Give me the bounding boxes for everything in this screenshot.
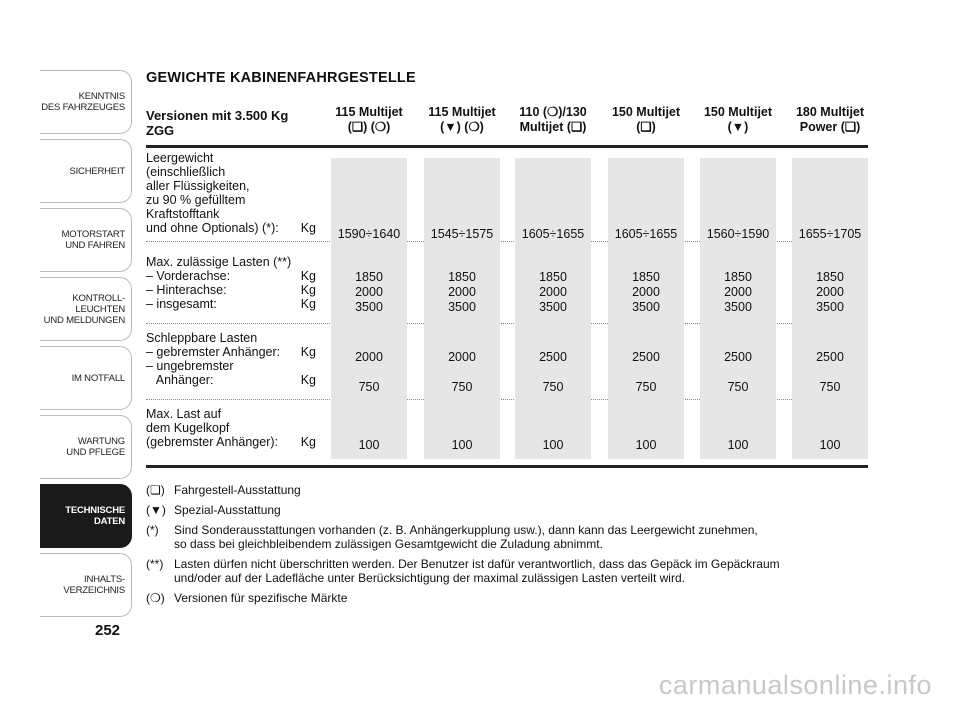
row-label-unit: Kg <box>300 221 316 235</box>
row-label-text: Schleppbare Lasten <box>146 331 258 345</box>
row-label-line <box>146 179 316 193</box>
row-label-line <box>146 207 316 221</box>
row-label-line <box>146 283 316 297</box>
chapter-tab-label: SICHERHEIT <box>69 165 125 177</box>
row-label-text: dem Kugelkopf <box>146 421 230 435</box>
row-label-text: – ungebremster <box>146 359 234 373</box>
table-cell: 1605÷1655 <box>614 227 678 241</box>
row-label-line <box>146 331 316 345</box>
table-bottom-rule <box>146 465 868 468</box>
table-cell: 1560÷1590 <box>706 227 770 241</box>
footnote <box>146 523 868 551</box>
row-label <box>146 255 316 311</box>
chapter-tab[interactable] <box>40 553 132 617</box>
chapter-tab-label: KENNTNIS DES FAHRZEUGES <box>41 91 125 113</box>
table-cell: 1850 2000 3500 <box>632 270 660 314</box>
table-cell: 100 <box>542 438 564 452</box>
row-label-line <box>146 373 316 387</box>
footnote-marker: (*) <box>146 523 159 537</box>
footnote-text: Fahrgestell-Ausstattung <box>174 483 301 497</box>
row-label-unit: Kg <box>300 297 316 311</box>
chapter-tab[interactable] <box>40 139 132 203</box>
table-top-rule <box>146 145 868 148</box>
chapter-tab[interactable] <box>40 346 132 410</box>
row-label <box>146 407 316 449</box>
row-label-line <box>146 359 316 373</box>
row-label-unit: Kg <box>300 269 316 283</box>
row-label-line <box>146 221 316 235</box>
table-cell: 1850 2000 3500 <box>355 270 383 314</box>
chapter-tab-label: INHALTS- VERZEICHNIS <box>63 574 125 596</box>
row-label-text: (einschließlich <box>146 165 226 179</box>
row-label-unit: Kg <box>300 283 316 297</box>
page-number: 252 <box>95 622 121 639</box>
table-cell: 1850 2000 3500 <box>724 270 752 314</box>
chapter-tab-label: KONTROLL- LEUCHTEN UND MELDUNGEN <box>43 292 125 326</box>
table-cell: 2500 750 <box>724 350 752 394</box>
footnote-marker: (▼) <box>146 503 166 517</box>
table-cell: 2500 750 <box>632 350 660 394</box>
column-header: 150 Multijet (❏) <box>611 105 681 134</box>
row-label-text: – insgesamt: <box>146 297 217 311</box>
table-cell: 1590÷1640 <box>337 227 401 241</box>
chapter-tab[interactable] <box>40 484 132 548</box>
row-label-line <box>146 297 316 311</box>
row-label-unit: Kg <box>300 345 316 359</box>
row-label-text: Max. zulässige Lasten (**) <box>146 255 292 269</box>
chapter-tab-label: TECHNISCHE DATEN <box>65 505 125 527</box>
row-label-text: zu 90 % gefülltem <box>146 193 246 207</box>
chapter-tab-label: MOTORSTART UND FAHREN <box>61 229 125 251</box>
table-cell: 2000 750 <box>355 350 383 394</box>
footnote <box>146 591 868 605</box>
table-cell: 1655÷1705 <box>798 227 862 241</box>
chapter-tab[interactable] <box>40 70 132 134</box>
row-label-text: – gebremster Anhänger: <box>146 345 281 359</box>
footnote-marker: (**) <box>146 557 164 571</box>
footnote-text: Sind Sonderausstattungen vorhanden (z. B. Anhängerkupplung usw.), dann kann das Leergewicht zunehmen, so dass bei gleichbleibendem zulässigen Gesamtgewicht die Zuladung abnimmt. <box>174 523 758 551</box>
table-cell: 100 <box>451 438 473 452</box>
table-cell: 2500 750 <box>816 350 844 394</box>
table-cell: 100 <box>358 438 380 452</box>
column-header: 180 Multijet Power (❏) <box>795 105 865 134</box>
row-label-line <box>146 435 316 449</box>
row-label-unit: Kg <box>300 435 316 449</box>
row-label-text: und ohne Optionals) (*): <box>146 221 279 235</box>
row-label <box>146 331 316 387</box>
column-header: 115 Multijet (❏) (❍) <box>335 105 403 134</box>
row-label-line <box>146 165 316 179</box>
row-label-line <box>146 269 316 283</box>
table-cell: 1605÷1655 <box>521 227 585 241</box>
chapter-tab-label: IM NOTFALL <box>71 372 125 384</box>
row-label-line <box>146 345 316 359</box>
chapter-tab-label: WARTUNG UND PFLEGE <box>66 436 125 458</box>
watermark: carmanualsonline.info <box>658 670 932 700</box>
row-label <box>146 151 316 235</box>
table-cell: 1850 2000 3500 <box>448 270 476 314</box>
chapter-tab[interactable] <box>40 208 132 272</box>
column-header: 150 Multijet (▼) <box>703 105 773 134</box>
footnotes <box>146 483 868 611</box>
column-header: 110 (❍)/130 Multijet (❏) <box>519 105 587 134</box>
row-label-text: – Hinterachse: <box>146 283 227 297</box>
table-cell: 2500 750 <box>539 350 567 394</box>
table-header-versions: Versionen mit 3.500 Kg ZGG <box>146 108 289 138</box>
table-cell: 1545÷1575 <box>430 227 494 241</box>
footnote-marker: (❍) <box>146 591 165 605</box>
table-cell: 100 <box>819 438 841 452</box>
row-label-text: – Vorderachse: <box>146 269 231 283</box>
table-cell: 1850 2000 3500 <box>816 270 844 314</box>
chapter-tab[interactable] <box>40 415 132 479</box>
row-label-text: (gebremster Anhänger): <box>146 435 279 449</box>
row-label-text: Anhänger: <box>146 373 214 387</box>
row-label-line <box>146 193 316 207</box>
footnote-marker: (❏) <box>146 483 165 497</box>
chapter-tab[interactable] <box>40 277 132 341</box>
row-label-text: aller Flüssigkeiten, <box>146 179 250 193</box>
row-label-line <box>146 421 316 435</box>
row-label-line <box>146 255 316 269</box>
footnote <box>146 503 868 517</box>
table-cell: 100 <box>635 438 657 452</box>
table-cell: 1850 2000 3500 <box>539 270 567 314</box>
column-header: 115 Multijet (▼) (❍) <box>428 105 496 134</box>
page-title: GEWICHTE KABINENFAHRGESTELLE <box>146 70 416 86</box>
table-cell: 2000 750 <box>448 350 476 394</box>
row-label-text: Kraftstofftank <box>146 207 220 221</box>
table-cell: 100 <box>727 438 749 452</box>
footnote <box>146 483 868 497</box>
row-label-text: Leergewicht <box>146 151 214 165</box>
row-label-text: Max. Last auf <box>146 407 222 421</box>
footnote-text: Versionen für spezifische Märkte <box>174 591 348 605</box>
row-label-line <box>146 151 316 165</box>
row-label-unit: Kg <box>300 373 316 387</box>
row-label-line <box>146 407 316 421</box>
footnote-text: Spezial-Ausstattung <box>174 503 281 517</box>
footnote <box>146 557 868 585</box>
footnote-text: Lasten dürfen nicht überschritten werden. Der Benutzer ist dafür verantwortlich, dass das Gepäck im Gepäckraum und/oder auf der Ladefläche unter Berücksichtigung der maximal zulässigen Lasten verteilt wird. <box>174 557 780 585</box>
